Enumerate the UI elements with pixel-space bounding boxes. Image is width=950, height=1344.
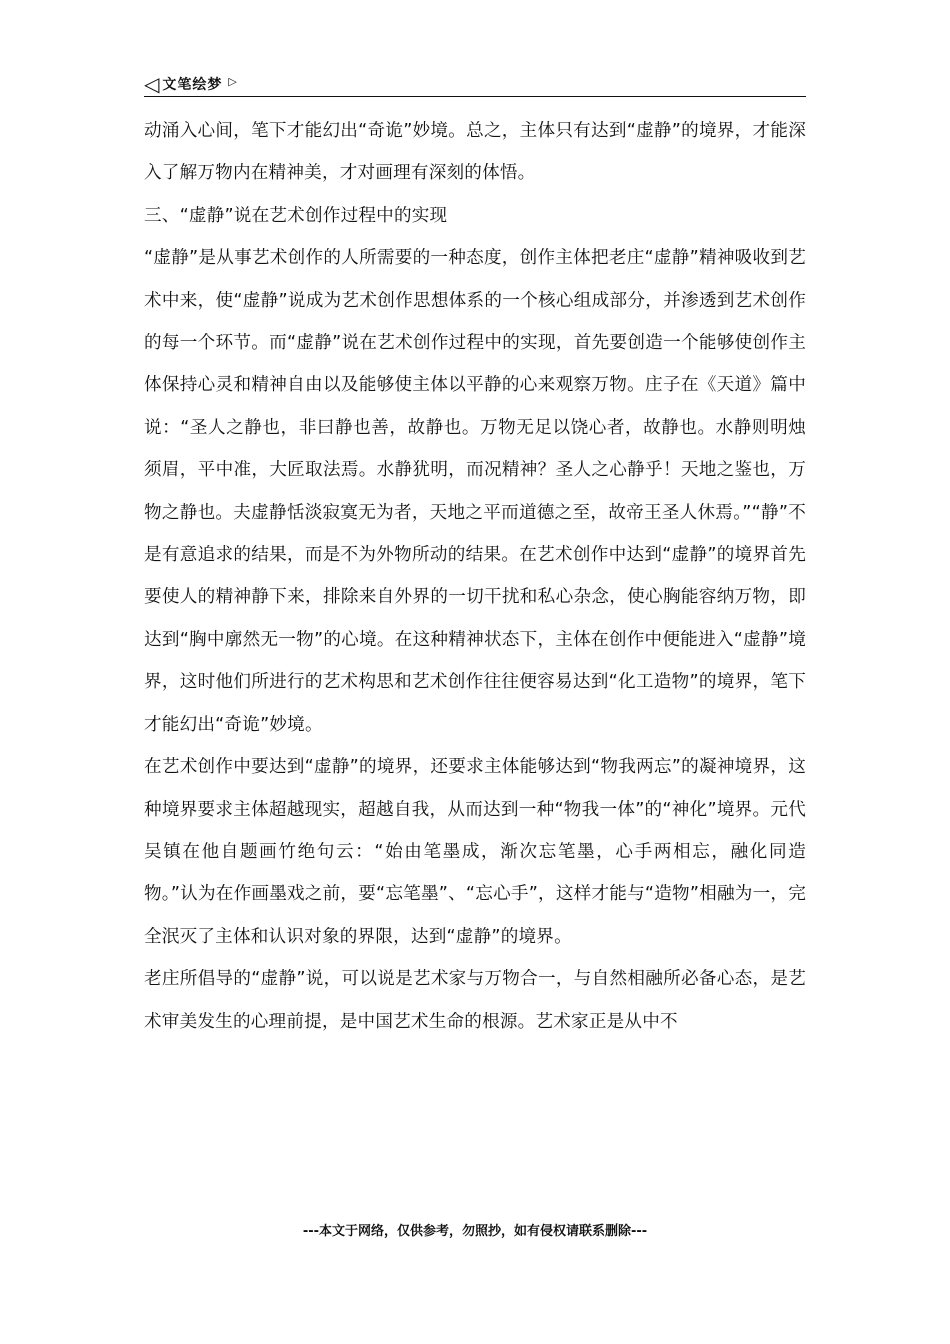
paragraph: “虚静”是从事艺术创作的人所需要的一种态度，创作主体把老庄“虚静”精神吸收到艺术中来，使“虚静”说成为艺术创作思想体系的一个核心组成部分，并渗透到艺术创作的每一个环节。而“虚静”说在艺术创作过程中的实现，首先要创造一个能够使创作主体保持心灵和精神自由以及能够使主体以平静的心来观察万物。庄子在《天道》篇中说：“圣人之静也，非曰静也善，故静也。万物无足以饶心者，故静也。水静则明烛须眉，平中准，大匠取法焉。水静犹明，而况精神？圣人之心静乎！天地之鉴也，万物之静也。夫虚静恬淡寂寞无为者，天地之平而道德之至，故帝王圣人休焉。”“静”不是有意追求的结果，而是不为外物所动的结果。在艺术创作中达到“虚静”的境界首先要使人的精神静下来，排除来自外界的一切干扰和私心杂念，使心胸能容纳万物，即达到“胸中廓然无一物”的心境。在这种精神状态下，主体在创作中便能进入“虚静”境界，这时他们所进行的艺术构思和艺术创作往往便容易达到“化工造物”的境界，笔下才能幻出“奇诡”妙境。 [144,248,806,735]
paragraph: 老庄所倡导的“虚静”说，可以说是艺术家与万物合一，与自然相融所必备心态，是艺术审美发生的心理前提，是中国艺术生命的根源。艺术家正是从中不 [144,969,806,1032]
paragraph: 在艺术创作中要达到“虚静”的境界，还要求主体能够达到“物我两忘”的凝神境界，这种境界要求主体超越现实，超越自我，从而达到一种“物我一体”的“神化”境界。元代吴镇在他自题画竹绝句云：“始由笔墨成，渐次忘笔墨，心手两相忘，融化同造物。”认为在作画墨戏之前，要“忘笔墨”、“忘心手”，这样才能与“造物”相融为一，完全泯灭了主体和认识对象的界限，达到“虚静”的境界。 [144,757,806,947]
triangle-left-icon: ◁ [144,72,160,96]
paragraph: 动涌入心间，笔下才能幻出“奇诡”妙境。总之，主体只有达到“虚静”的境界，才能深入了解万物内在精神美，才对画理有深刻的体悟。 [144,121,806,184]
header-title: 文笔绘梦 [162,77,223,93]
triangle-right-icon: ▷ [228,74,237,88]
document-body [144,110,806,1043]
page-header [144,72,806,97]
page-footer: ---本文于网络，仅供参考，勿照抄，如有侵权请联系删除--- [302,1224,648,1239]
section-heading: 三、“虚静”说在艺术创作过程中的实现 [144,205,448,226]
